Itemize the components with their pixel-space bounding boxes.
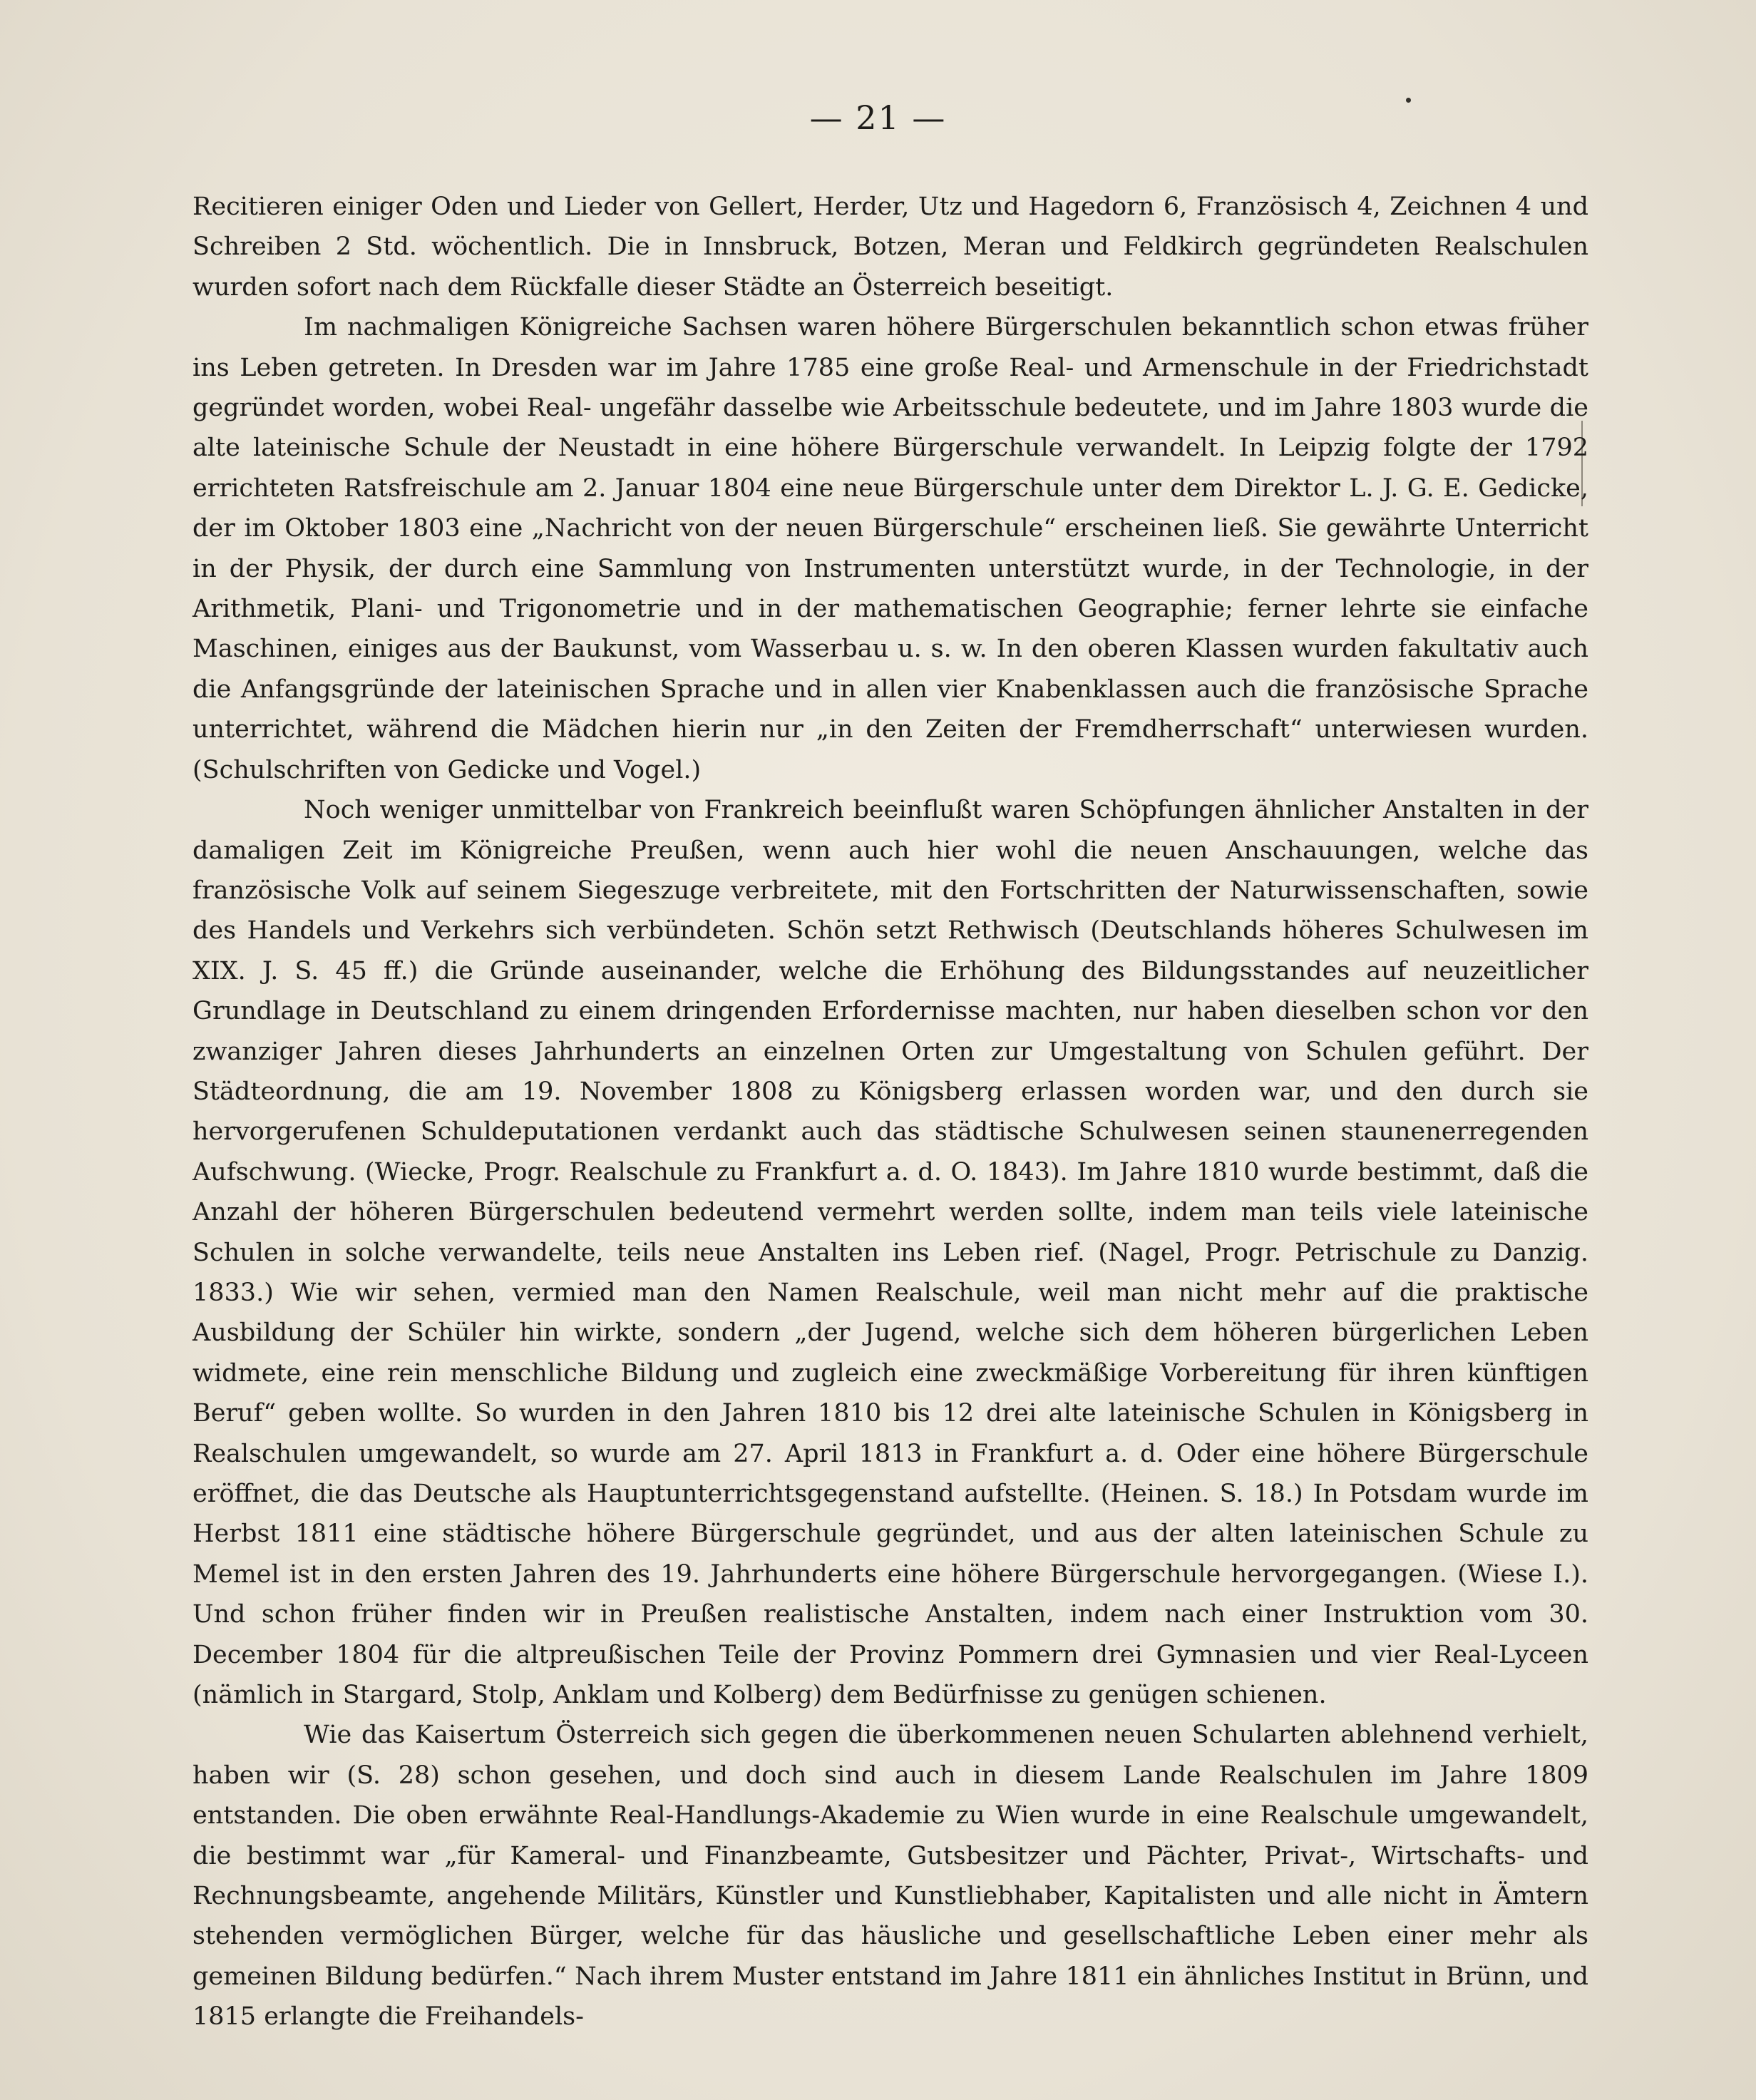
- paragraph: Im nachmaligen Königreiche Sachsen waren höhere Bürgerschulen bekanntlich schon etwas früher ins Leben getreten. In Dresden war im Jahre 1785 eine große Real- und Armenschule in der Friedrichstadt gegründet worden, wobei Real- ungefähr dasselbe wie Arbeitsschule bedeutete, und im Jahre 1803 wurde die alte lateinische Schule der Neustadt in eine höhere Bürgerschule verwandelt. In Leipzig folgte der 1792 errichteten Ratsfreischule am 2. Januar 1804 eine neue Bürgerschule unter dem Direktor L. J. G. E. Gedicke, der im Oktober 1803 eine „Nachricht von der neuen Bürgerschule“ erscheinen ließ. Sie gewährte Unterricht in der Physik, der durch eine Sammlung von Instrumenten unterstützt wurde, in der Technologie, in der Arithmetik, Plani- und Trigonometrie und in der mathematischen Geographie; ferner lehrte sie einfache Maschinen, einiges aus der Baukunst, vom Wasserbau u. s. w. In den oberen Klassen wurden fakultativ auch die Anfangsgründe der lateinischen Sprache und in allen vier Knabenklassen auch die französische Sprache unterrichtet, während die Mädchen hierin nur „in den Zeiten der Fremdherrschaft“ unterwiesen wurden. (Schulschriften von Gedicke und Vogel.): [192, 313, 1588, 784]
- ink-speck: [1406, 98, 1411, 103]
- paragraph: Noch weniger unmittelbar von Frankreich beeinflußt waren Schöpfungen ähnlicher Anstalten in der damaligen Zeit im Königreiche Preußen, wenn auch hier wohl die neuen Anschauungen, welche das französische Volk auf seinem Siegeszuge verbreitete, mit den Fortschritten der Naturwissenschaften, sowie des Handels und Verkehrs sich verbündeten. Schön setzt Rethwisch (Deutschlands höheres Schulwesen im XIX. J. S. 45 ff.) die Gründe auseinander, welche die Erhöhung des Bildungsstandes auf neuzeitlicher Grundlage in Deutschland zu einem dringenden Erfordernisse machten, nur haben dieselben schon vor den zwanziger Jahren dieses Jahrhunderts an einzelnen Orten zur Umgestaltung von Schulen geführt. Der Städteordnung, die am 19. November 1808 zu Königsberg erlassen worden war, und den durch sie hervorgerufenen Schuldeputationen verdankt auch das städtische Schulwesen seinen staunenerregenden Aufschwung. (Wiecke, Progr. Realschule zu Frankfurt a. d. O. 1843). Im Jahre 1810 wurde bestimmt, daß die Anzahl der höheren Bürgerschulen bedeutend vermehrt werden sollte, indem man teils viele lateinische Schulen in solche verwandelte, teils neue Anstalten ins Leben rief. (Nagel, Progr. Petrischule zu Danzig. 1833.) Wie wir sehen, vermied man den Namen Realschule, weil man nicht mehr auf die praktische Ausbildung der Schüler hin wirkte, sondern „der Jugend, welche sich dem höheren bürgerlichen Leben widmete, eine rein menschliche Bildung und zugleich eine zweckmäßige Vorbereitung für ihren künftigen Beruf“ geben wollte. So wurden in den Jahren 1810 bis 12 drei alte lateinische Schulen in Königsberg in Realschulen umgewandelt, so wurde am 27. April 1813 in Frankfurt a. d. Oder eine höhere Bürgerschule eröffnet, die das Deutsche als Hauptunterrichtsgegenstand aufstellte. (Heinen. S. 18.) In Potsdam wurde im Herbst 1811 eine städtische höhere Bürgerschule gegründet, und aus der alten lateinischen Schule zu Memel ist in den ersten Jahren des 19. Jahrhunderts eine höhere Bürgerschule hervorgegangen. (Wiese I.). Und schon früher finden wir in Preußen realistische Anstalten, indem nach einer Instruktion vom 30. December 1804 für die altpreußischen Teile der Provinz Pommern drei Gymnasien und vier Real-Lyceen (nämlich in Stargard, Stolp, Anklam und Kolberg) dem Bedürfnisse zu genügen schienen.: [192, 796, 1588, 1710]
- page-number: — 21 —: [809, 98, 947, 137]
- paragraph: Recitieren einiger Oden und Lieder von Gellert, Herder, Utz und Hagedorn 6, Französisch 4, Zeichnen 4 und Schreiben 2 Std. wöchentlich. Die in Innsbruck, Botzen, Meran und Feldkirch gegründeten Realschulen wurden sofort nach dem Rückfalle dieser Städte an Österreich beseitigt.: [192, 193, 1588, 302]
- body-text: [192, 187, 1588, 2037]
- paragraph: Wie das Kaisertum Österreich sich gegen die überkommenen neuen Schularten ablehnend verhielt, haben wir (S. 28) schon gesehen, und doch sind auch in diesem Lande Realschulen im Jahre 1809 entstanden. Die oben erwähnte Real-Handlungs-Akademie zu Wien wurde in eine Realschule umgewandelt, die bestimmt war „für Kameral- und Finanzbeamte, Gutsbesitzer und Pächter, Privat-, Wirtschafts- und Rechnungsbeamte, angehende Militärs, Künstler und Kunstliebhaber, Kapitalisten und alle nicht in Ämtern stehenden vermöglichen Bürger, welche für das häusliche und gesellschaftliche Leben einer mehr als gemeinen Bildung bedürfen.“ Nach ihrem Muster entstand im Jahre 1811 ein ähnliches Institut in Brünn, und 1815 erlangte die Freihandels-: [192, 1721, 1588, 2032]
